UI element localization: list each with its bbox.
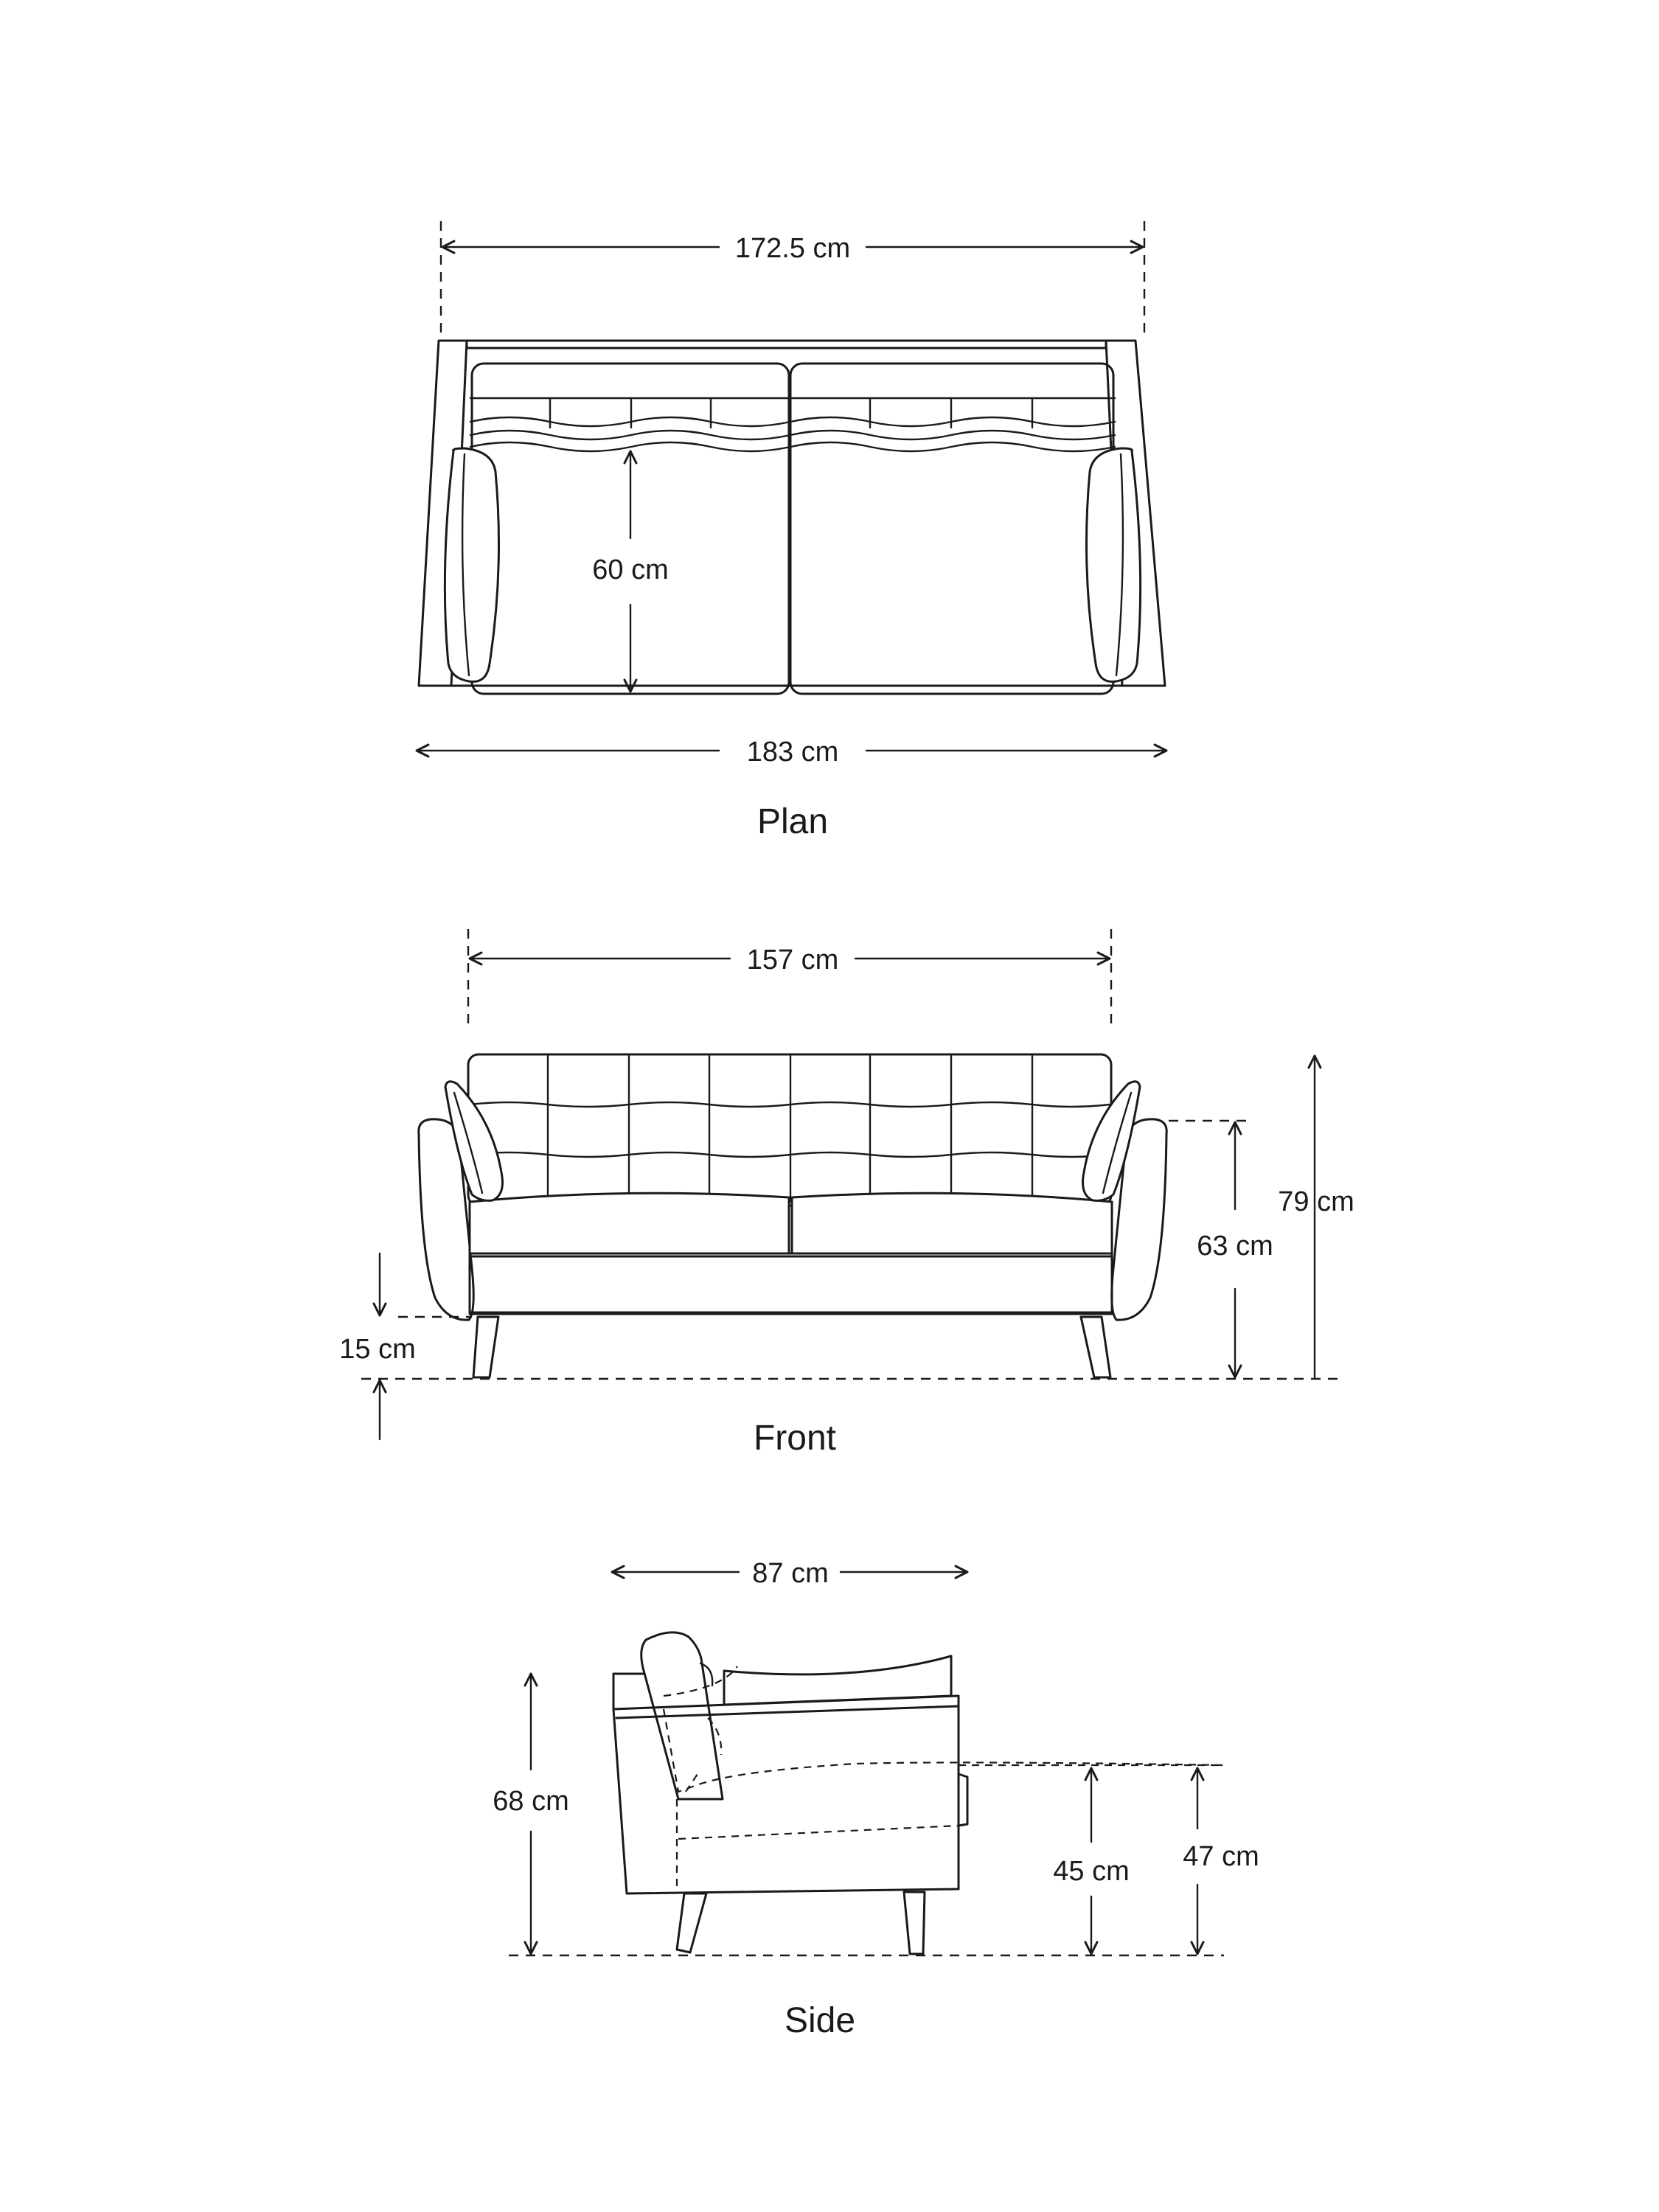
side-depth-dimension (612, 1558, 967, 1589)
side-arm-top-height-label: 47 cm (1183, 1841, 1259, 1872)
plan-seat-depth-dimension (592, 451, 668, 692)
plan-sofa-outline (419, 341, 1165, 694)
front-arm-height-dimension (1197, 1122, 1273, 1377)
plan-overall-width-dimension (417, 737, 1166, 768)
plan-seat-depth-label: 60 cm (592, 554, 669, 585)
side-seat-height-label: 45 cm (1053, 1856, 1130, 1887)
side-caption: Side (784, 2001, 856, 2040)
front-arm-height-label: 63 cm (1197, 1231, 1273, 1262)
front-leg-height-label: 15 cm (339, 1334, 416, 1365)
front-overall-height-label: 79 cm (1278, 1186, 1354, 1217)
plan-view (417, 221, 1166, 841)
front-caption: Front (753, 1419, 837, 1458)
plan-inner-width-label: 172.5 cm (734, 233, 851, 264)
side-view (493, 1558, 1259, 2040)
plan-overall-width-label: 183 cm (746, 737, 839, 768)
front-leg-height-dimension (339, 1253, 415, 1439)
side-sofa-outline (613, 1632, 1224, 1954)
side-arm-top-height-dimension (1183, 1768, 1259, 1954)
front-seat-width-dimension (468, 929, 1111, 1025)
front-overall-height-dimension (1278, 1056, 1354, 1377)
side-back-height-dimension (493, 1674, 568, 1954)
plan-inner-width-dimension (441, 221, 1144, 339)
front-view (339, 929, 1354, 1458)
side-depth-label: 87 cm (752, 1558, 829, 1589)
side-seat-height-dimension (1053, 1768, 1129, 1954)
plan-caption: Plan (757, 802, 829, 841)
front-seat-width-label: 157 cm (746, 945, 839, 975)
front-sofa-outline (419, 1054, 1166, 1377)
side-back-height-label: 68 cm (493, 1786, 569, 1817)
